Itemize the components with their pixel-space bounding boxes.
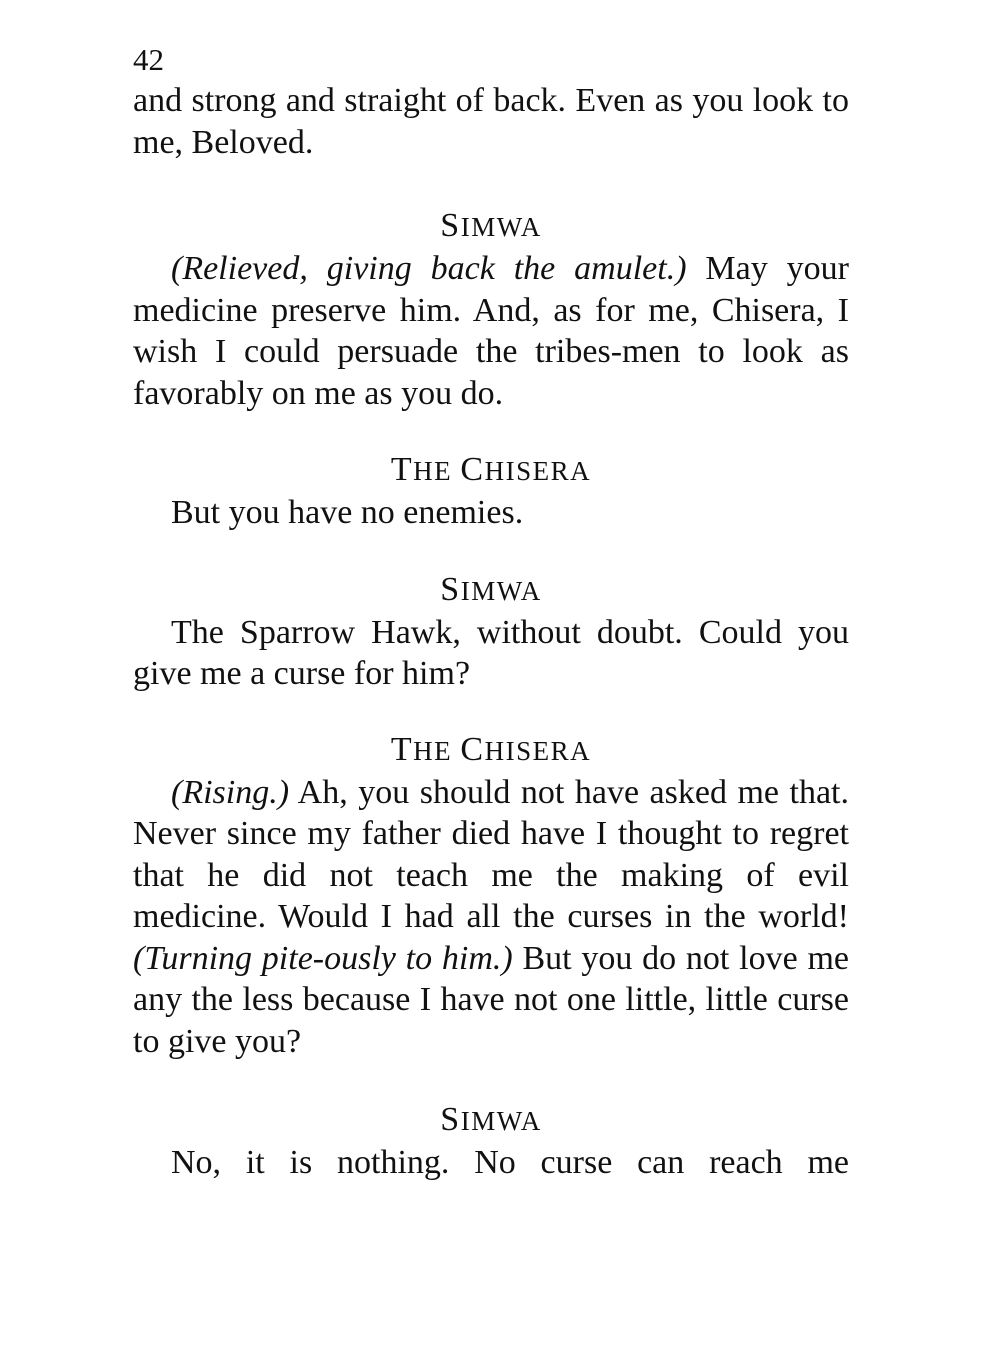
paragraph-continuation [133,80,849,163]
spacer [133,695,849,729]
dialogue-paragraph [133,1142,849,1184]
stage-direction: (Relieved, giving back the amulet.) [171,250,687,287]
dialogue-paragraph [133,772,849,1063]
speaker-initial: T [390,730,414,768]
dialogue-paragraph [133,492,849,534]
speaker-heading-simwa [133,1099,849,1142]
dialogue-text: No, it is nothing. No curse can reach me [171,1144,849,1181]
speaker-rest: HE [413,735,461,766]
speaker-initial: T [390,451,414,488]
speaker-initial: S [440,207,461,244]
paragraph-text: and strong and straight of back. Even as you look to me, Beloved. [133,82,849,161]
speaker-initial: S [440,570,461,608]
stage-direction: (Rising.) [171,773,290,811]
speaker-rest: IMWA [460,212,542,242]
dialogue-text: The Sparrow Hawk, without doubt. Could you give me a curse for him? [133,613,849,692]
stage-direction: (Turning pite-ously to him.) [133,939,513,977]
dialogue-text: But you have no enemies. [171,494,524,531]
dialogue-text: But you do not love me any the less because I have not one little, little curse to give you? [133,939,849,1060]
speaker-rest: HISERA [484,735,592,766]
dialogue-paragraph [133,248,849,414]
speaker-rest: HE [413,456,461,486]
spacer [133,414,849,449]
speaker-initial: C [460,451,485,488]
dialogue-text: Ah, you should not have asked me that. Never since my father died have I thought to regret that he did not teach me the making of evil medicine. Would I had all the curses in the world! [133,773,849,935]
speaker-rest: IMWA [460,1106,542,1136]
speaker-initial: C [460,730,485,768]
speaker-heading-the-chisera [133,449,849,492]
speaker-initial: S [440,1101,461,1138]
dialogue-paragraph [133,612,849,695]
spacer [133,163,849,205]
speaker-rest: HISERA [484,456,592,486]
spacer [133,534,849,569]
page-number: 42 [133,42,164,77]
speaker-heading-simwa [133,205,849,248]
spacer [133,1062,849,1099]
speaker-rest: IMWA [460,575,542,606]
speaker-heading-the-chisera [133,729,849,772]
book-page [133,40,849,1184]
dialogue-text: May your medicine preserve him. And, as for me, Chisera, I wish I could persuade the tribes-men to look as favorably on me as you do. [133,250,849,412]
speaker-heading-simwa [133,569,849,612]
